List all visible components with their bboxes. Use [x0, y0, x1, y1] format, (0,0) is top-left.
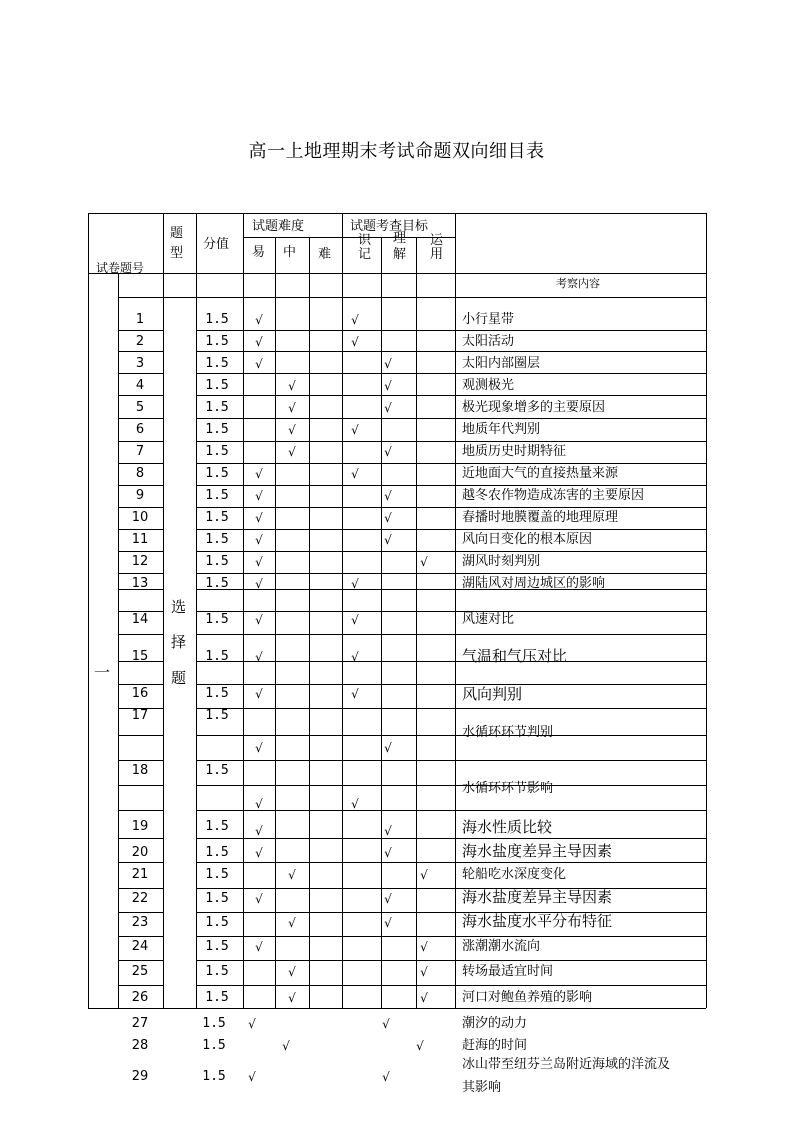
grid-line — [118, 912, 163, 913]
grid-line — [196, 441, 706, 442]
grid-line — [196, 985, 706, 986]
difficulty-check: √ — [255, 467, 263, 481]
grid-line — [196, 373, 706, 374]
question-content: 海水盐度差异主导因素 — [462, 888, 613, 906]
goal-check: √ — [384, 892, 392, 906]
section-type-2: 择 — [171, 633, 187, 651]
grid-line — [118, 760, 163, 761]
grid-line — [275, 237, 276, 1008]
question-content: 湖风时刻判别 — [462, 554, 541, 569]
goal-check: √ — [420, 940, 428, 954]
grid-line — [196, 634, 706, 635]
grid-line — [196, 611, 706, 612]
difficulty-check: √ — [255, 511, 263, 525]
question-content: 湖陆风对周边城区的影响 — [462, 576, 606, 591]
difficulty-check: √ — [255, 741, 263, 755]
question-number: 9 — [135, 488, 145, 503]
grid-line — [118, 985, 163, 986]
question-score: 1.5 — [205, 612, 229, 627]
question-score: 1.5 — [205, 845, 229, 860]
question-content: 赶海的时间 — [462, 1038, 528, 1053]
grid-line — [196, 589, 706, 590]
grid-line — [196, 351, 706, 352]
header-score: 分值 — [203, 237, 230, 252]
goal-check: √ — [384, 445, 392, 459]
grid-line — [196, 661, 706, 662]
question-score: 1.5 — [205, 356, 229, 371]
question-score: 1.5 — [205, 576, 229, 591]
grid-line — [196, 395, 706, 396]
grid-line — [196, 708, 706, 709]
grid-line — [118, 551, 163, 552]
goal-check: √ — [351, 313, 359, 327]
grid-line — [196, 463, 706, 464]
question-score: 1.5 — [205, 312, 229, 327]
goal-check: √ — [351, 797, 359, 811]
grid-line — [88, 1008, 118, 1009]
goal-check: √ — [384, 401, 392, 415]
goal-check: √ — [351, 650, 359, 664]
grid-line — [118, 634, 163, 635]
grid-line — [196, 888, 706, 889]
question-content: 近地面大气的直接热量来源 — [462, 466, 619, 481]
grid-line — [118, 395, 163, 396]
grid-line — [118, 529, 163, 530]
question-score: 1.5 — [205, 915, 229, 930]
goal-check: √ — [351, 335, 359, 349]
goal-check: √ — [384, 533, 392, 547]
question-number: 2 — [135, 334, 145, 349]
question-score: 1.5 — [205, 990, 229, 1005]
question-score: 1.5 — [205, 334, 229, 349]
question-score: 1.5 — [205, 686, 229, 701]
question-content: 其影响 — [462, 1080, 502, 1095]
header-diff-mid: 中 — [283, 245, 297, 260]
question-number: 14 — [131, 612, 149, 627]
grid-line — [88, 213, 706, 214]
difficulty-check: √ — [288, 445, 296, 459]
question-score: 1.5 — [205, 444, 229, 459]
header-difficulty: 试题难度 — [252, 219, 305, 234]
goal-check: √ — [351, 613, 359, 627]
difficulty-check: √ — [288, 379, 296, 393]
difficulty-check: √ — [255, 555, 263, 569]
question-score: 1.5 — [205, 510, 229, 525]
question-content: 海水盐度差异主导因素 — [462, 842, 613, 860]
question-score: 1.5 — [205, 763, 229, 778]
question-score: 1.5 — [205, 649, 229, 664]
question-content: 水循环环节影响 — [462, 781, 554, 796]
grid-line — [118, 418, 163, 419]
grid-line — [118, 373, 163, 374]
grid-line — [118, 441, 163, 442]
goal-check: √ — [384, 511, 392, 525]
question-number: 10 — [131, 510, 149, 525]
question-content: 小行星带 — [462, 312, 515, 327]
grid-line — [196, 684, 706, 685]
question-content: 潮汐的动力 — [462, 1016, 528, 1031]
question-score: 1.5 — [202, 1016, 226, 1031]
difficulty-check: √ — [255, 489, 263, 503]
difficulty-check: √ — [282, 1039, 290, 1053]
question-content: 海水盐度水平分布特征 — [462, 912, 613, 930]
difficulty-check: √ — [255, 650, 263, 664]
goal-check: √ — [384, 379, 392, 393]
grid-line — [706, 213, 707, 1008]
difficulty-check: √ — [255, 797, 263, 811]
question-number: 6 — [135, 422, 145, 437]
question-content: 涨潮潮水流向 — [462, 939, 541, 954]
grid-line — [196, 862, 706, 863]
grid-line — [118, 810, 163, 811]
difficulty-check: √ — [255, 335, 263, 349]
question-score: 1.5 — [205, 378, 229, 393]
question-content: 河口对鲍鱼养殖的影响 — [462, 990, 593, 1005]
header-content: 考察内容 — [556, 277, 600, 290]
header-goal-apply-2: 用 — [430, 247, 444, 262]
difficulty-check: √ — [288, 991, 296, 1005]
question-content: 冰山带至纽芬兰岛附近海域的洋流及 — [462, 1057, 671, 1072]
question-content: 风向日变化的根本原因 — [462, 532, 593, 547]
grid-line — [196, 573, 706, 574]
question-content: 极光现象增多的主要原因 — [462, 400, 606, 415]
question-number: 12 — [131, 554, 149, 569]
grid-line — [118, 330, 163, 331]
grid-line — [118, 463, 163, 464]
grid-line — [309, 237, 310, 1008]
difficulty-check: √ — [255, 613, 263, 627]
question-content: 风向判别 — [462, 685, 523, 703]
difficulty-check: √ — [255, 533, 263, 547]
question-number: 19 — [131, 819, 149, 834]
question-score: 1.5 — [205, 488, 229, 503]
question-number: 25 — [131, 964, 149, 979]
goal-check: √ — [416, 1039, 424, 1053]
goal-check: √ — [420, 868, 428, 882]
header-diff-easy: 易 — [252, 245, 266, 260]
question-content: 太阳活动 — [462, 334, 515, 349]
question-score: 1.5 — [205, 554, 229, 569]
question-number: 3 — [135, 356, 145, 371]
grid-line — [196, 912, 706, 913]
difficulty-check: √ — [255, 357, 263, 371]
question-number: 4 — [135, 378, 145, 393]
question-score: 1.5 — [205, 891, 229, 906]
goal-check: √ — [351, 577, 359, 591]
page-title: 高一上地理期末考试命题双向细目表 — [248, 141, 545, 162]
question-score: 1.5 — [205, 939, 229, 954]
question-score: 1.5 — [205, 867, 229, 882]
question-content: 轮船吃水深度变化 — [462, 867, 567, 882]
question-number: 21 — [131, 867, 149, 882]
goal-check: √ — [384, 357, 392, 371]
question-score: 1.5 — [205, 819, 229, 834]
grid-line — [118, 862, 163, 863]
header-diff-hard: 难 — [318, 247, 332, 262]
question-content: 太阳内部圈层 — [462, 356, 541, 371]
question-score: 1.5 — [205, 400, 229, 415]
grid-line — [118, 507, 163, 508]
grid-line — [416, 237, 417, 1008]
goal-check: √ — [384, 489, 392, 503]
header-goal-understand-1: 理 — [393, 231, 407, 246]
grid-line — [196, 936, 706, 937]
goal-check: √ — [351, 687, 359, 701]
question-score: 1.5 — [205, 466, 229, 481]
grid-line — [118, 573, 163, 574]
goal-check: √ — [420, 555, 428, 569]
question-number: 15 — [131, 649, 149, 664]
grid-line — [118, 684, 163, 685]
goal-check: √ — [384, 846, 392, 860]
header-question-no: 试卷题号 — [96, 261, 145, 275]
question-content: 气温和气压对比 — [462, 647, 568, 665]
question-number: 18 — [131, 763, 149, 778]
grid-line — [196, 418, 706, 419]
question-content: 越冬农作物造成冻害的主要原因 — [462, 488, 645, 503]
goal-check: √ — [384, 824, 392, 838]
grid-line — [88, 273, 706, 274]
grid-line — [118, 1008, 706, 1009]
grid-line — [118, 888, 163, 889]
section-type-1: 选 — [171, 598, 187, 616]
header-goal-understand-2: 解 — [393, 247, 407, 262]
grid-line — [196, 838, 706, 839]
difficulty-check: √ — [255, 824, 263, 838]
grid-line — [118, 960, 163, 961]
question-score: 1.5 — [202, 1038, 226, 1053]
grid-line — [196, 960, 706, 961]
goal-check: √ — [384, 741, 392, 755]
grid-line — [196, 485, 706, 486]
question-content: 地质历史时期特征 — [462, 444, 567, 459]
goal-check: √ — [384, 916, 392, 930]
header-goal-remember-1: 识 — [358, 233, 372, 248]
goal-check: √ — [351, 423, 359, 437]
difficulty-check: √ — [255, 687, 263, 701]
question-number: 8 — [135, 466, 145, 481]
difficulty-check: √ — [248, 1070, 256, 1084]
grid-line — [196, 785, 706, 786]
question-number: 20 — [131, 845, 149, 860]
grid-line — [196, 529, 706, 530]
grid-line — [118, 351, 163, 352]
difficulty-check: √ — [255, 940, 263, 954]
difficulty-check: √ — [255, 577, 263, 591]
section-type-3: 题 — [171, 669, 187, 687]
difficulty-check: √ — [255, 313, 263, 327]
question-content: 风速对比 — [462, 612, 515, 627]
question-content: 海水性质比较 — [462, 818, 553, 836]
question-number: 26 — [131, 990, 149, 1005]
question-content: 水循环环节判别 — [462, 725, 554, 740]
question-score: 1.5 — [202, 1069, 226, 1084]
question-number: 7 — [135, 444, 145, 459]
question-number: 11 — [131, 532, 149, 547]
question-content: 地质年代判别 — [462, 422, 541, 437]
grid-line — [118, 297, 706, 298]
question-number: 1 — [135, 312, 145, 327]
grid-line — [118, 485, 163, 486]
question-score: 1.5 — [205, 422, 229, 437]
question-number: 28 — [131, 1038, 149, 1053]
grid-line — [196, 810, 706, 811]
difficulty-check: √ — [288, 965, 296, 979]
grid-line — [196, 330, 706, 331]
question-score: 1.5 — [205, 708, 229, 723]
question-content: 观测极光 — [462, 378, 515, 393]
header-type-1: 题 — [170, 226, 184, 241]
grid-line — [88, 273, 89, 1008]
question-score: 1.5 — [205, 964, 229, 979]
difficulty-check: √ — [288, 916, 296, 930]
header-goal: 试题考查目标 — [350, 219, 429, 234]
question-number: 13 — [131, 576, 149, 591]
section-part: 一 — [94, 663, 111, 682]
difficulty-check: √ — [288, 401, 296, 415]
grid-line — [163, 213, 164, 1008]
difficulty-check: √ — [255, 892, 263, 906]
grid-line — [118, 838, 163, 839]
header-goal-apply-1: 运 — [430, 233, 444, 248]
difficulty-check: √ — [248, 1017, 256, 1031]
question-number: 16 — [131, 686, 149, 701]
goal-check: √ — [420, 965, 428, 979]
question-number: 22 — [131, 891, 149, 906]
difficulty-check: √ — [288, 423, 296, 437]
question-number: 5 — [135, 400, 145, 415]
difficulty-check: √ — [288, 868, 296, 882]
question-content: 春播时地膜覆盖的地理原理 — [462, 510, 619, 525]
question-number: 17 — [131, 708, 149, 723]
grid-line — [118, 936, 163, 937]
goal-check: √ — [382, 1070, 390, 1084]
grid-line — [196, 507, 706, 508]
question-number: 27 — [131, 1016, 149, 1031]
grid-line — [118, 785, 163, 786]
question-number: 29 — [131, 1069, 149, 1084]
goal-check: √ — [351, 467, 359, 481]
grid-line — [196, 760, 706, 761]
header-type-2: 型 — [170, 246, 184, 261]
grid-line — [196, 551, 706, 552]
question-score: 1.5 — [205, 532, 229, 547]
question-content: 转场最适宜时间 — [462, 964, 554, 979]
difficulty-check: √ — [255, 846, 263, 860]
grid-line — [118, 735, 163, 736]
grid-line — [196, 735, 706, 736]
question-number: 24 — [131, 939, 149, 954]
goal-check: √ — [382, 1017, 390, 1031]
header-goal-remember-2: 记 — [358, 247, 372, 262]
question-number: 23 — [131, 915, 149, 930]
goal-check: √ — [420, 991, 428, 1005]
